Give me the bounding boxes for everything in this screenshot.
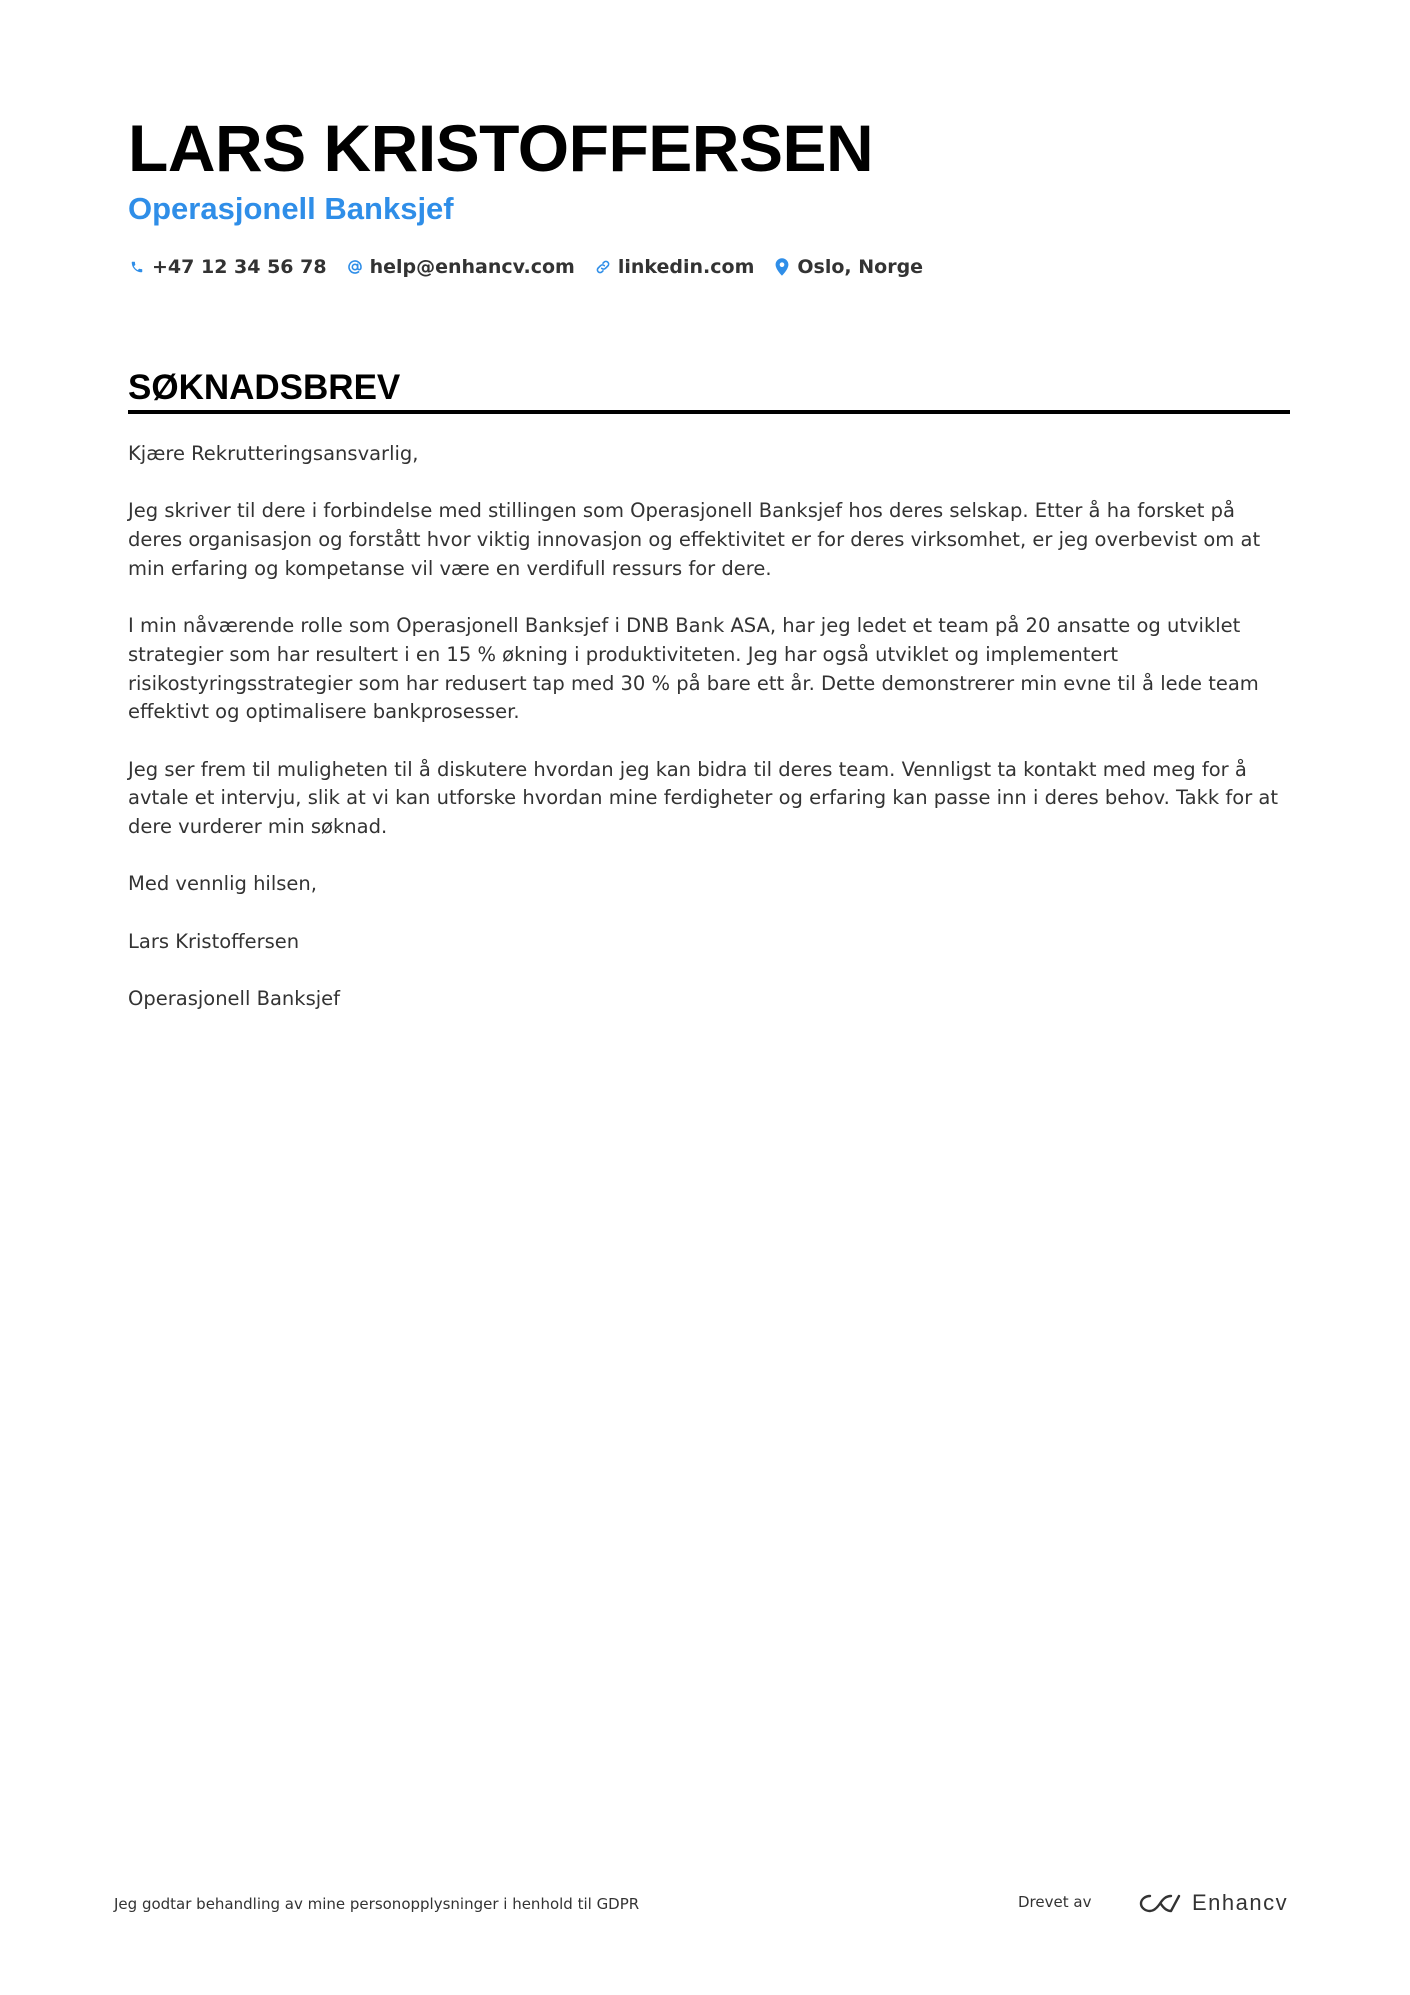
powered-by-label: Drevet av <box>1018 1893 1092 1911</box>
enhancv-logo[interactable] <box>1138 1889 1288 1917</box>
letter-salutation: Kjære Rekrutteringsansvarlig, <box>128 442 419 465</box>
letter-closing: Med vennlig hilsen, <box>128 872 317 896</box>
contact-phone[interactable] <box>128 256 327 278</box>
link-icon <box>594 256 612 278</box>
contact-linkedin-text: linkedin.com <box>617 256 755 278</box>
letter-paragraph-1: Jeg skriver til dere i forbindelse med stillingen som Operasjonell Banksjef hos deres selskap. Etter å ha forsket på deres organisasjon og forstått hvor viktig innovasjon og effektivitet er for deres virksomhet, er jeg overbevist om at min erfaring og kompetanse vil være en verdifull ressurs for dere. <box>128 499 1261 580</box>
gdpr-consent-text: Jeg godtar behandling av mine personopplysninger i henhold til GDPR <box>114 1895 640 1913</box>
contact-email[interactable] <box>346 256 575 278</box>
letter-paragraph-2: I min nåværende rolle som Operasjonell Banksjef i DNB Bank ASA, har jeg ledet et team på 20 ansatte og utviklet strategier som har resultert i en 15 % økning i produktiviteten. Jeg har også utviklet og implementert risikostyringsstrategier som har redusert tap med 30 % på bare ett år. Dette demonstrerer min evne til å lede team effektivt og optimalisere bankprosesser. <box>128 614 1259 724</box>
at-icon <box>346 256 364 278</box>
enhancv-logo-icon <box>1138 1891 1184 1915</box>
candidate-job-title: Operasjonell Banksjef <box>128 191 454 226</box>
letter-signature-name: Lars Kristoffersen <box>128 929 300 953</box>
enhancv-logo-text: Enhancv <box>1192 1890 1289 1915</box>
contact-linkedin[interactable] <box>594 256 755 278</box>
section-title: SØKNADSBREV <box>128 368 401 407</box>
phone-icon <box>128 256 146 278</box>
letter-body <box>128 440 1290 1043</box>
contact-bar <box>128 252 942 282</box>
location-pin-icon <box>773 256 791 278</box>
contact-phone-text: +47 12 34 56 78 <box>152 256 327 278</box>
contact-location <box>773 256 923 278</box>
candidate-name: LARS KRISTOFFERSEN <box>128 111 874 185</box>
section-divider <box>128 410 1290 414</box>
letter-paragraph-3: Jeg ser frem til muligheten til å diskutere hvordan jeg kan bidra til deres team. Vennligst ta kontakt med meg for å avtale et intervju, slik at vi kan utforske hvordan mine ferdigheter og erfaring kan passe inn i deres behov. Takk for at dere vurderer min søknad. <box>128 757 1279 839</box>
contact-location-text: Oslo, Norge <box>797 256 924 278</box>
letter-signature-title: Operasjonell Banksjef <box>128 987 341 1011</box>
contact-email-text: help@enhancv.com <box>369 256 575 278</box>
